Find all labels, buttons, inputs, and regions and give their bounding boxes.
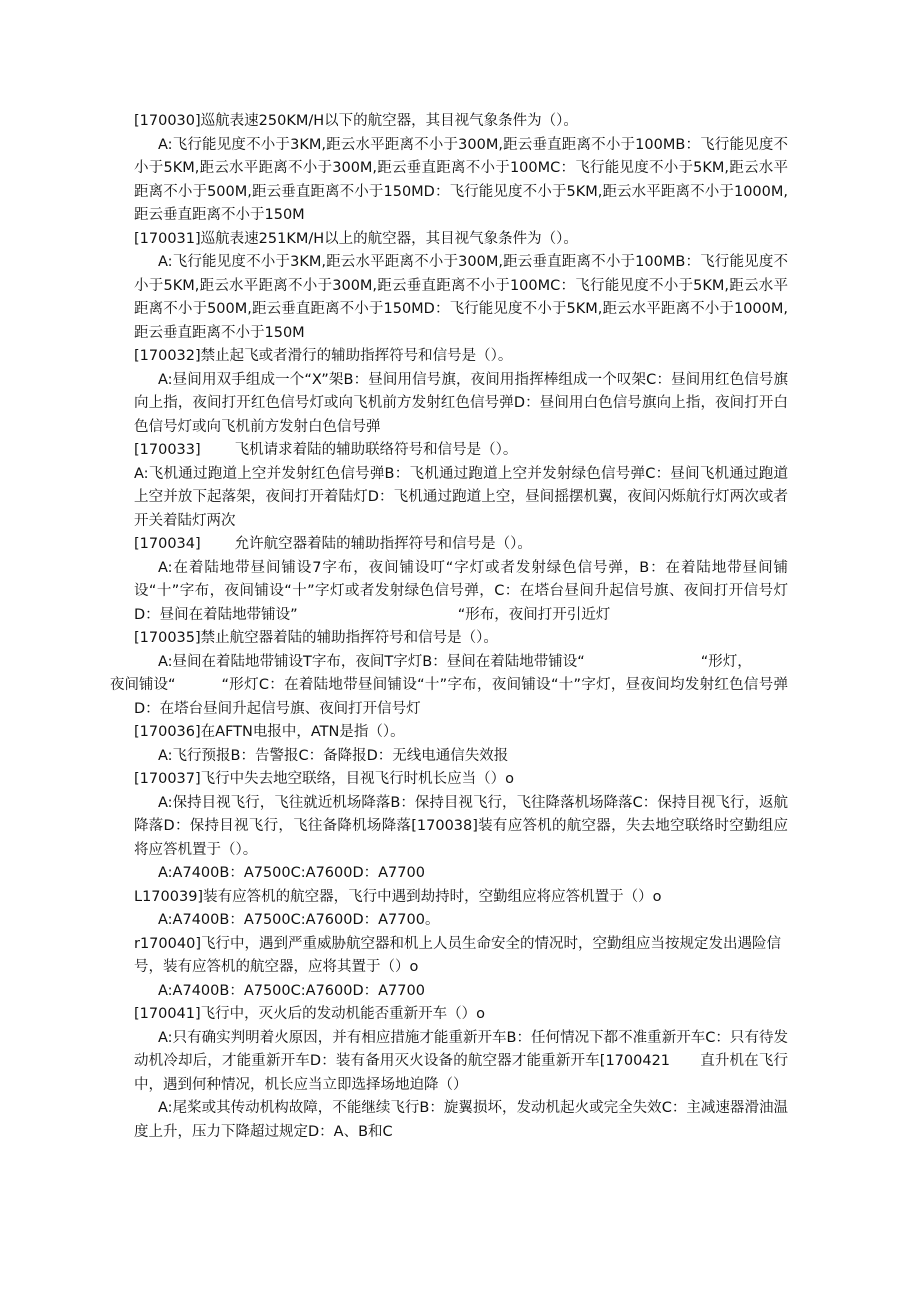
question-title: [170031]巡航表速251KM/H以上的航空器，其目视气象条件为（）。 bbox=[134, 230, 578, 247]
options-part: A:只有确实判明着火原因，并有相应措施才能重新开车B：任何情况下都不准重新开车C：只有待发动机冷却后，才能重新开车D：装有备用灭火设备的航空器才能重新开车[1700421 bbox=[134, 1029, 788, 1069]
question-options: A:尾桨或其传动机构故障，不能继续飞行B：旋翼损坏，发动机起火或完全失效C：主减速器滑油温度上升，压力下降超过规定D：A、B和C bbox=[134, 1100, 788, 1140]
question-number: [170034] bbox=[134, 536, 201, 552]
question-title: L170039]装有应答机的航空器，飞行中遇到劫持时，空勤组应将应答机置于（）o bbox=[134, 888, 662, 905]
question-title: [170036]在AFTN电报中，ATN是指（）。 bbox=[134, 724, 405, 740]
question-title: [170035]禁止航空器着陆的辅助指挥符号和信号是（）。 bbox=[134, 630, 498, 646]
question-title bbox=[134, 439, 788, 463]
question-options: A:飞行预报B：告警报C：备降报D：无线电通信失效报 bbox=[158, 747, 509, 764]
question-title: [170032]禁止起飞或者滑行的辅助指挥符号和信号是（）。 bbox=[134, 348, 513, 364]
answer-options: A:A7400B：A7500C:A7600D：A7700 bbox=[158, 865, 425, 881]
question-options bbox=[110, 651, 788, 722]
question-number: [170033] bbox=[134, 442, 201, 458]
question-title: r170040]飞行中，遇到严重威胁航空器和机上人员生命安全的情况时，空勤组应当按规定发出遇险信号，装有应答机的航空器，应将其置于（）o bbox=[134, 935, 781, 975]
question-options: A:保持目视飞行，飞往就近机场降落B：保持目视飞行，飞往降落机场降落C：保持目视飞行，返航降落D：保持目视飞行，飞往备降机场降落[170038]装有应答机的航空器，失去地空联络时空勤组应将应答机置于（）。 bbox=[134, 794, 788, 858]
question-options: A:昼间用双手组成一个“X”架B：昼间用信号旗，夜间用指挥棒组成一个叹架C：昼间用红色信号旗向上指，夜间打开红色信号灯或向飞机前方发射红色信号弹D：昼间用白色信号旗向上指，夜间打开白色信号灯或向飞机前方发射白色信号弹 bbox=[134, 371, 788, 435]
question-options: A:飞机通过跑道上空并发射红色信号弹B：飞机通过跑道上空并发射绿色信号弹C：昼间飞机通过跑道上空并放下起落架，夜间打开着陆灯D：飞机通过跑道上空，昼间摇摆机翼，夜间闪烁航行灯两次或者开关着陆灯两次 bbox=[134, 465, 788, 529]
question-options bbox=[134, 557, 788, 628]
options-part bbox=[110, 674, 222, 698]
question-options: A:飞行能见度不小于3KM,距云水平距离不小于300M,距云垂直距离不小于100MB：飞行能见度不小于5KM,距云水平距离不小于300M,距云垂直距离不小于100MC：飞行能见度不小于5KM,距云水平距离不小于500M,距云垂直距离不小于150MD：飞行能见度不小于5KM,距云水平距离不小于1000M,距云垂直距离不小于150M bbox=[134, 254, 788, 341]
options-part: A:在着陆地带昼间铺设7字布，夜间铺设叮“字灯或者发射绿色信号弹，B：在着陆地带昼间铺设“十”字布，夜间铺设“十”字灯或者发射绿色信号弹，C：在塔台昼间升起信号旗、夜间打开信号灯D：昼间在着陆地带铺设” bbox=[134, 559, 788, 623]
question-options bbox=[134, 1027, 788, 1098]
question-title: [170030]巡航表速250KM/H以下的航空器，其目视气象条件为（）。 bbox=[134, 113, 578, 129]
answer-options: A:A7400B：A7500C:A7600D：A7700 bbox=[158, 982, 425, 999]
options-part: “形布，夜间打开引近灯 bbox=[457, 606, 611, 623]
question-title: [170041]飞行中，灭火后的发动机能否重新开车（）o bbox=[134, 1006, 486, 1022]
question-title: [170037]飞行中失去地空联络，目视飞行时机长应当（）o bbox=[134, 771, 515, 787]
options-part: “形灯C：在着陆地带昼间铺设“十”字布，夜间铺设“十”字灯，昼夜间均发射红色信号弹D：在塔台昼间升起信号旗、夜间打开信号灯 bbox=[134, 677, 788, 717]
question-text: 允许航空器着陆的辅助指挥符号和信号是（）。 bbox=[234, 536, 532, 552]
options-part: A:昼间在着陆地带铺设T字布，夜间T字灯B：昼间在着陆地带铺设“ bbox=[158, 653, 585, 670]
options-part: “形灯， bbox=[700, 653, 752, 670]
options-part: 直升机在飞行中，遇到何种情况，机长应当立即选择场地迫降（） bbox=[134, 1053, 788, 1093]
question-title bbox=[134, 533, 788, 557]
answer-options: A:A7400B：A7500C:A7600D：A7700。 bbox=[158, 912, 440, 928]
question-options: A:飞行能见度不小于3KM,距云水平距离不小于300M,距云垂直距离不小于100MB：飞行能见度不小于5KM,距云水平距离不小于300M,距云垂直距离不小于100MC：飞行能见度不小于5KM,距云水平距离不小于500M,距云垂直距离不小于150MD：飞行能见度不小于5KM,距云水平距离不小于1000M,距云垂直距离不小于150M bbox=[134, 136, 788, 223]
question-text: 飞机请求着陆的辅助联络符号和信号是（）。 bbox=[234, 442, 518, 458]
options-part-c: 夜间铺设“ bbox=[110, 677, 176, 693]
